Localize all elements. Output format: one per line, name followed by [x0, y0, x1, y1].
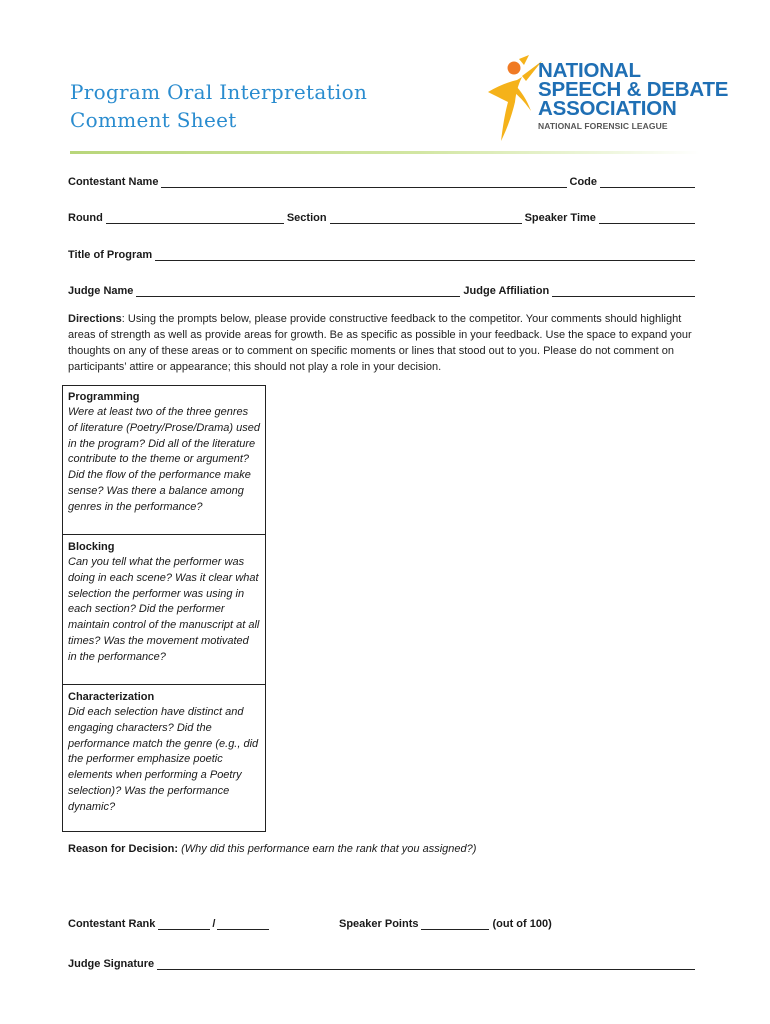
criteria-box: [62, 385, 266, 832]
criteria-section-blocking[interactable]: [63, 536, 265, 684]
logo-line-speech-debate: SPEECH & DEBATE: [538, 78, 729, 101]
criteria-heading: Characterization: [68, 691, 155, 703]
speaker-points-out-of: (out of 100): [492, 918, 552, 930]
criteria-heading: Blocking: [68, 541, 115, 553]
reason-for-decision: [68, 843, 476, 855]
contestant-name-field[interactable]: [161, 176, 566, 188]
speaker-time-label: Speaker Time: [524, 212, 596, 224]
title-line-1: Program Oral Interpretation: [70, 80, 368, 104]
judge-signature-label: Judge Signature: [68, 958, 155, 970]
criteria-prompt: Did each selection have distinct and engaging characters? Did the performance match the genre (e.g., did the performer emphasize poetic elements when performing a Poetry selection)? Was the performance dynamic?: [68, 706, 259, 813]
logo-wordmark: [538, 61, 728, 131]
judge-affiliation-field[interactable]: [552, 285, 695, 297]
judge-affiliation-label: Judge Affiliation: [463, 285, 550, 297]
row-judge-signature: [68, 958, 698, 970]
title-of-program-label: Title of Program: [68, 249, 153, 261]
directions-label: Directions: [68, 313, 122, 325]
title-line-2: Comment Sheet: [70, 108, 237, 132]
page-title: [70, 78, 367, 134]
criteria-heading: Programming: [68, 391, 140, 403]
rank-separator: /: [212, 918, 216, 930]
judge-name-field[interactable]: [136, 285, 460, 297]
speaker-points-row: [339, 918, 552, 930]
row-contestant-code: [68, 176, 698, 188]
nsda-logo: [486, 55, 729, 145]
criteria-prompt: Were at least two of the three genres of literature (Poetry/Prose/Drama) used in the program? Did all of the literature contribute to the theme or argument? Did the flow of the performance make sense? Was there a balance among genres in the performance?: [68, 406, 260, 513]
logo-line-national: NATIONAL: [538, 59, 641, 82]
criteria-section-programming[interactable]: [63, 386, 265, 534]
logo-line-association: ASSOCIATION: [538, 97, 677, 120]
speaker-points-label: Speaker Points: [339, 918, 419, 930]
contestant-name-label: Contestant Name: [68, 176, 159, 188]
judge-signature-field[interactable]: [157, 958, 695, 970]
directions-body: : Using the prompts below, please provide constructive feedback to the competitor. Your comments should highlight areas of strength as well as provide areas for growth. Be as specific as possible in your feedback. Use the space to expand your thoughts on any of these areas or to comment on specific moments or lines that stood out to you. Please do not comment on participants’ attire or appearance; this should not play a role in your decision.: [68, 313, 692, 373]
row-judge: [68, 285, 698, 297]
section-field[interactable]: [330, 212, 522, 224]
logo-line-nfl: NATIONAL FORENSIC LEAGUE: [538, 121, 668, 131]
header-divider: [70, 151, 700, 154]
code-field[interactable]: [600, 176, 695, 188]
judge-name-label: Judge Name: [68, 285, 134, 297]
contestant-rank-field[interactable]: [158, 918, 210, 930]
row-title-of-program: [68, 249, 698, 261]
speaker-time-field[interactable]: [599, 212, 695, 224]
section-label: Section: [286, 212, 327, 224]
speaker-points-field[interactable]: [421, 918, 489, 930]
criteria-section-characterization[interactable]: [63, 686, 265, 831]
contestant-rank-row: [68, 918, 269, 930]
directions-text: [68, 311, 700, 375]
row-round-section-time: [68, 212, 698, 224]
criteria-prompt: Can you tell what the performer was doing in each scene? Was it clear what selection the performer was using in each section? Did the performer maintain control of the manuscript at all times? Was the movement motivated in the performance?: [68, 556, 260, 663]
round-label: Round: [68, 212, 103, 224]
title-of-program-field[interactable]: [155, 249, 695, 261]
criteria-divider: [63, 534, 265, 535]
reason-prompt: (Why did this performance earn the rank that you assigned?): [181, 843, 477, 855]
code-label: Code: [569, 176, 597, 188]
contestant-rank-label: Contestant Rank: [68, 918, 156, 930]
criteria-divider: [63, 684, 265, 685]
reason-label: Reason for Decision:: [68, 843, 179, 855]
round-field[interactable]: [106, 212, 284, 224]
contestant-rank-total-field[interactable]: [217, 918, 269, 930]
